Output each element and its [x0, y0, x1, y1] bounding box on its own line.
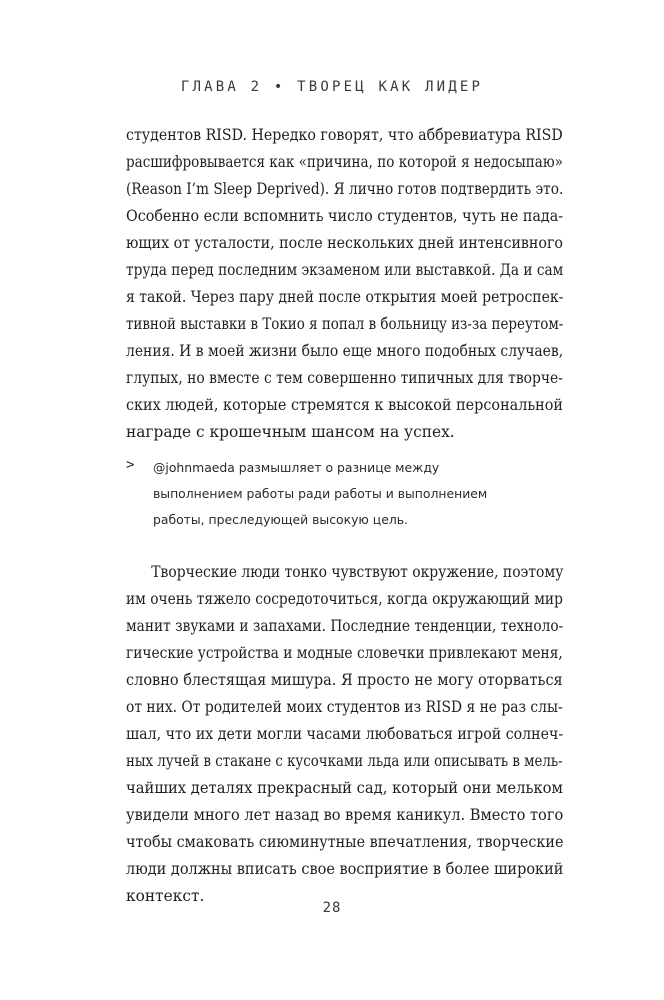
tweet-line: @johnmaeda размышляет о разнице между: [153, 460, 440, 475]
text-line: ющих от усталости, после нескольких дней интенсивного: [126, 234, 563, 252]
text-line: от них. От родителей моих студентов из RISD я не раз слы-: [126, 698, 563, 716]
text-line: люди должны вписать свое восприятие в более широкий: [126, 860, 564, 878]
text-line: им очень тяжело сосредоточиться, когда окружающий мир: [126, 590, 563, 608]
text-line: контекст.: [126, 887, 205, 905]
running-head: ГЛАВА 2 • ТВОРЕЦ КАК ЛИДЕР: [180, 79, 484, 95]
text-line: награде с крошечным шансом на успех.: [126, 423, 455, 441]
text-line: я такой. Через пару дней после открытия моей ретроспек-: [126, 288, 564, 306]
text-line: ных лучей в стакане с кусочками льда или описывать в мель-: [126, 752, 563, 770]
text-line: Особенно если вспомнить число студентов, чуть не пада-: [126, 207, 564, 225]
text-line: шал, что их дети могли часами любоваться игрой солнеч-: [126, 725, 564, 743]
text-line: увидели много лет назад во время каникул. Вместо того: [126, 806, 564, 824]
tweet-line: выполнением работы ради работы и выполнением: [153, 486, 488, 501]
chevron-right-icon: >: [126, 457, 135, 473]
text-line: чтобы смаковать сиюминутные впечатления, творческие: [126, 833, 564, 851]
text-line: студентов RISD. Нередко говорят, что аббревиатура RISD: [126, 126, 563, 144]
tweet-text: [153, 455, 487, 533]
text-line: (Reason I’m Sleep Deprived). Я лично готов подтвердить это.: [126, 180, 564, 198]
page-number: 28: [322, 900, 342, 916]
text-line: глупых, но вместе с тем совершенно типичных для творче-: [126, 369, 563, 387]
text-line: расшифровывается как «причина, по которой я недосыпаю»: [126, 153, 563, 171]
text-line: чайших деталях прекрасный сад, который они мельком: [126, 779, 563, 797]
body-paragraph-2: [126, 559, 563, 910]
tweet-line: работы, преследующей высокую цель.: [153, 512, 409, 527]
text-line: труда перед последним экзаменом или выставкой. Да и сам: [126, 261, 564, 279]
body-paragraph-1: [126, 122, 563, 446]
text-line: ских людей, которые стремятся к высокой персональной: [126, 396, 563, 414]
text-line: тивной выставки в Токио я попал в больницу из-за переутом-: [126, 315, 564, 333]
text-line: манит звуками и запахами. Последние тенденции, техноло-: [126, 617, 564, 635]
text-line: ления. И в моей жизни было еще много подобных случаев,: [126, 342, 564, 360]
text-line: Творческие люди тонко чувствуют окружение, поэтому: [151, 563, 564, 581]
text-line: словно блестящая мишура. Я просто не могу оторваться: [126, 671, 563, 689]
text-line: гические устройства и модные словечки привлекают меня,: [126, 644, 563, 662]
